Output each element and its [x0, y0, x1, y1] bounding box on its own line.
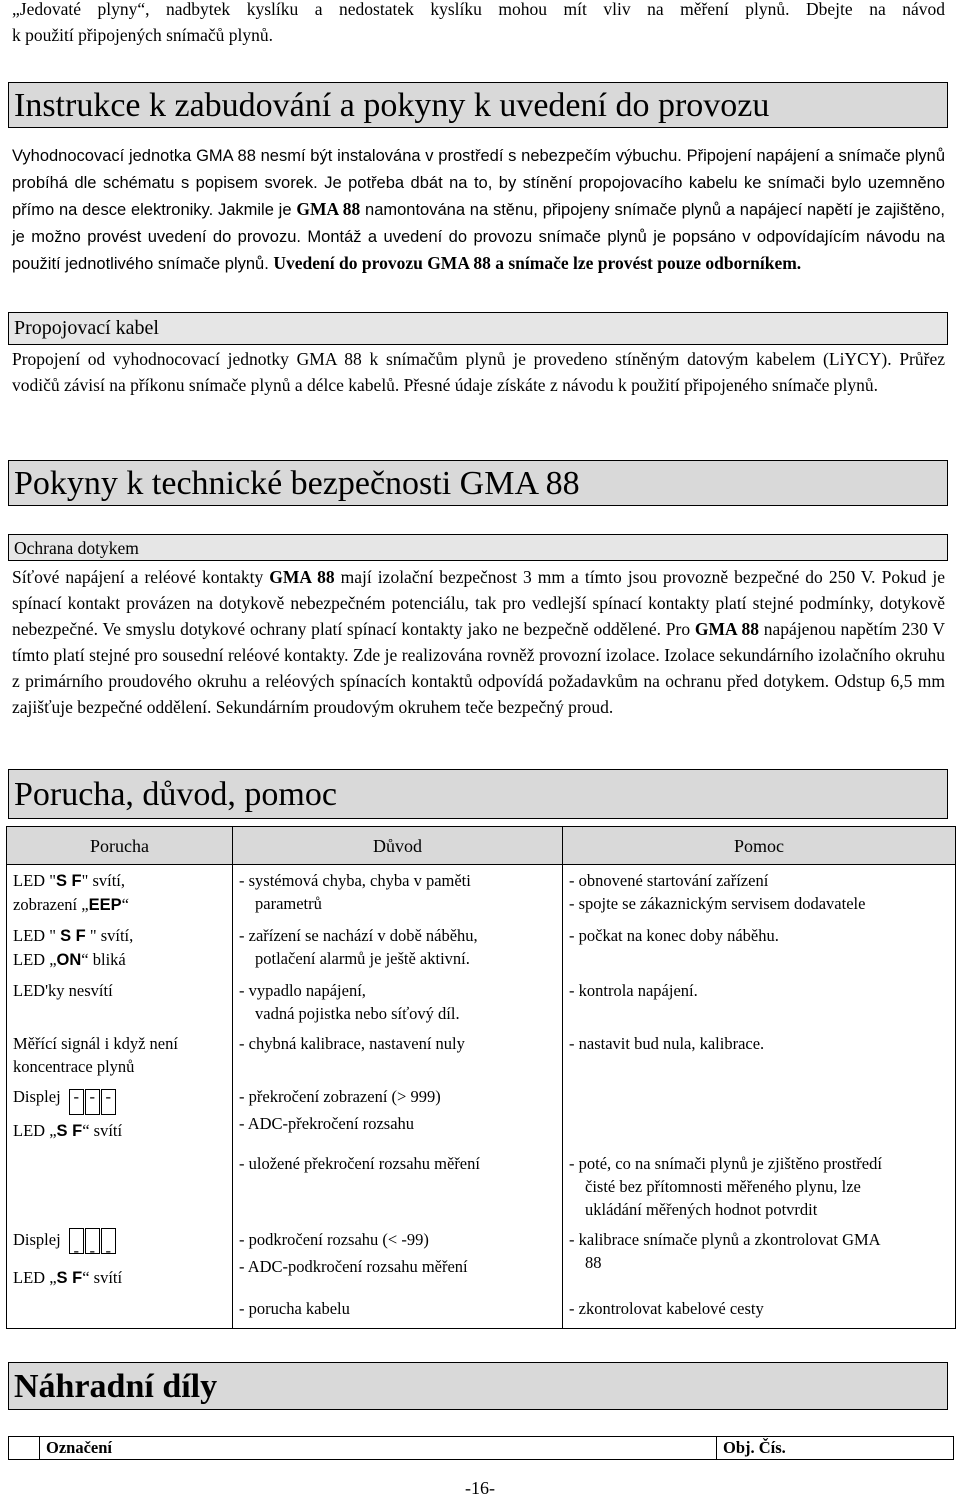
t: “ bliká — [81, 950, 126, 969]
t: " svítí, — [81, 871, 126, 890]
cable-heading-bar — [8, 312, 948, 345]
intro-line-2: k použití připojených snímačů plynů. — [12, 25, 273, 45]
t: Displej — [13, 1230, 61, 1249]
table-row — [9, 1437, 954, 1460]
install-paragraph — [12, 142, 945, 277]
safety-sub-bar — [8, 534, 948, 561]
t: - poté, co na snímači plynů je zjištěno prostředí — [569, 1154, 882, 1173]
t: - — [69, 1089, 84, 1115]
safety-heading: Pokyny k technické bezpečnosti GMA 88 — [14, 465, 580, 502]
t: - systémová chyba, chyba v paměti — [239, 871, 471, 890]
t: - překročení zobrazení (> 999) — [239, 1087, 441, 1106]
t: LED " — [13, 926, 61, 945]
help-cell — [563, 1224, 956, 1293]
trouble-heading: Porucha, důvod, pomoc — [14, 776, 337, 813]
install-bold-1: GMA 88 — [296, 199, 361, 219]
t: parametrů — [255, 894, 322, 913]
trouble-table — [6, 826, 956, 1329]
table-row — [7, 865, 956, 921]
t: Měřící signál i když není — [13, 1034, 178, 1053]
safety-paragraph — [12, 564, 945, 720]
t: S F — [55, 872, 82, 890]
t: - — [85, 1089, 100, 1115]
t: zobrazení „ — [13, 895, 89, 914]
t: EEP — [88, 896, 122, 914]
safety-gma-1: GMA 88 — [269, 567, 335, 587]
fault-cell — [7, 920, 233, 975]
table-row — [7, 1224, 956, 1293]
col-pomoc: Pomoc — [563, 827, 956, 865]
t: - — [85, 1228, 100, 1254]
table-row — [7, 1148, 956, 1224]
col-oznaceni: Označení — [40, 1437, 717, 1460]
t: Displej — [13, 1087, 61, 1106]
fault-cell — [7, 1081, 233, 1148]
t: potlačení alarmů je ještě aktivní. — [255, 949, 470, 968]
fault-cell — [7, 1148, 233, 1224]
table-row — [7, 975, 956, 1028]
t: 88 — [585, 1253, 602, 1272]
t: - obnovené startování zařízení — [569, 871, 769, 890]
reason-cell — [233, 975, 563, 1028]
t: LED „ — [13, 950, 57, 969]
help-cell: - zkontrolovat kabelové cesty — [563, 1293, 956, 1329]
t: - — [69, 1228, 84, 1254]
install-bold-2: Uvedení do provozu GMA 88 a snímače lze provést pouze odborníkem. — [273, 253, 802, 273]
safety-text-2: mají izolační bezpečnost 3 mm a tímto jsou provozně bezpečné do 250 V. Pokud je spínací kontakt provázen na dotykově nebezpečném potenciálu, tak pro vedlejší spínací kontakty platí stejné podmínky, dotykově nebezpečné. Ve smyslu dotykové ochrany platí spínací kontakty jako ne bezpečně oddělené. Pro — [12, 567, 945, 639]
fault-cell — [7, 1028, 233, 1081]
t: - počkat na konec doby náběhu. — [569, 926, 779, 945]
trouble-heading-bar — [8, 769, 948, 819]
help-cell — [563, 1081, 956, 1148]
t: “ svítí — [82, 1121, 123, 1140]
cable-gma: GMA 88 — [296, 349, 362, 369]
help-cell: - kontrola napájení. — [563, 975, 956, 1028]
table-row — [7, 1028, 956, 1081]
help-cell: - nastavit bud nula, kalibrace. — [563, 1028, 956, 1081]
t: - — [101, 1089, 116, 1115]
t: LED „ — [13, 1121, 57, 1140]
t: S F — [56, 1269, 83, 1287]
cable-text-1: Propojení od vyhodnocovací jednotky — [12, 349, 297, 369]
table-row — [7, 920, 956, 975]
table-row — [7, 1293, 956, 1329]
safety-heading-bar — [8, 460, 948, 506]
t: “ — [121, 895, 129, 914]
t: vadná pojistka nebo síťový díl. — [255, 1004, 460, 1023]
safety-text-3: napájenou napětím 230 V tímto platí stejné pro sousední reléové kontakty. Zde je realizována rovněž provozní izolace. Izolace sekundárního izolačního okruhu z primárního proudového okruhu a reléových spínacích kontaktů odpovídá požadavkům na ochranu před dotykem. Odstup 6,5 mm zajišťuje bezpečné oddělení. Sekundárním proudovým okruhem teče bezpečný proud. — [12, 619, 945, 717]
page-number: -16- — [465, 1478, 495, 1498]
fault-cell — [7, 1293, 233, 1329]
display-underflow-icon — [69, 1228, 117, 1262]
reason-cell: - uložené překročení rozsahu měření — [233, 1148, 563, 1224]
help-cell — [563, 865, 956, 921]
t: - vypadlo napájení, — [239, 981, 366, 1000]
intro-line-1: „Jedovaté plyny“, nadbytek kyslíku a nedostatek kyslíku mohou mít vliv na měření plynů. Dbejte na návod — [12, 0, 945, 19]
reason-cell: - porucha kabelu — [233, 1293, 563, 1329]
trouble-header-row — [7, 827, 956, 865]
col-porucha: Porucha — [7, 827, 233, 865]
table-row — [7, 1081, 956, 1148]
install-heading-bar — [8, 82, 948, 128]
parts-heading-bar — [8, 1362, 948, 1410]
cable-heading: Propojovací kabel — [14, 317, 159, 339]
col-obj-cis: Obj. Čís. — [717, 1437, 954, 1460]
t: - podkročení rozsahu (< -99) — [239, 1230, 429, 1249]
display-overflow-icon — [69, 1085, 117, 1115]
parts-blank-cell — [9, 1437, 40, 1460]
reason-cell — [233, 865, 563, 921]
reason-cell — [233, 1224, 563, 1293]
fault-cell: LED'ky nesvítí — [7, 975, 233, 1028]
safety-text-1: Síťové napájení a reléové kontakty — [12, 567, 270, 587]
t: - ADC-podkročení rozsahu měření — [239, 1257, 468, 1276]
cable-paragraph — [12, 346, 945, 398]
reason-cell: - chybná kalibrace, nastavení nuly — [233, 1028, 563, 1081]
t: " svítí, — [85, 926, 134, 945]
parts-heading: Náhradní díly — [14, 1368, 218, 1405]
cable-text-2: k snímačům plynů je provedeno stíněným datovým kabelem (LiYCY). Průřez vodičů závisí na příkonu snímače plynů a délce kabelů. Přesné údaje získáte z návodu k použití připojeného snímače plynů. — [12, 349, 945, 395]
t: - spojte se zákaznickým servisem dodavatele — [569, 894, 866, 913]
reason-cell — [233, 1081, 563, 1148]
install-heading: Instrukce k zabudování a pokyny k uvedení do provozu — [14, 87, 770, 124]
t: LED „ — [13, 1268, 57, 1287]
t: - zařízení se nachází v době náběhu, — [239, 926, 478, 945]
t: S F — [60, 927, 86, 945]
t: S F — [56, 1122, 83, 1140]
reason-cell — [233, 920, 563, 975]
help-cell — [563, 920, 956, 975]
parts-table — [8, 1436, 954, 1460]
help-cell — [563, 1148, 956, 1224]
t: - ADC-překročení rozsahu — [239, 1114, 415, 1133]
install-text-2: namontována na stěnu, připojeny snímače plynů a napájecí napětí je zajištěno, je možno provést uvedení do provozu. Montáž a uvedení do provozu snímače plynů je popsáno v odpovídajícím návodu na použití jednotlivého snímače plynů. — [12, 201, 945, 273]
fault-cell — [7, 865, 233, 921]
t: “ svítí — [82, 1268, 123, 1287]
safety-subheading: Ochrana dotykem — [14, 538, 139, 558]
t: ON — [56, 951, 82, 969]
t: - — [101, 1228, 116, 1254]
t: čisté bez přítomnosti měřeného plynu, lze — [585, 1177, 861, 1196]
install-text-1: Vyhodnocovací jednotka GMA 88 nesmí být instalována v prostředí s nebezpečím výbuchu. Připojení napájení a snímače plynů probíhá dle schématu s popisem svorek. Je potřeba dbát na to, by stínění propojovacího kabelu ke snímači bylo uzemněno přímo na desce elektroniky. Jakmile je — [12, 147, 945, 219]
t: LED " — [13, 871, 56, 890]
col-duvod: Důvod — [233, 827, 563, 865]
safety-gma-2: GMA 88 — [694, 619, 759, 639]
t: - kalibrace snímače plynů a zkontrolovat GMA — [569, 1230, 881, 1249]
t: koncentrace plynů — [13, 1057, 135, 1076]
t: ukládání měřených hodnot potvrdit — [585, 1200, 818, 1219]
fault-cell — [7, 1224, 233, 1293]
